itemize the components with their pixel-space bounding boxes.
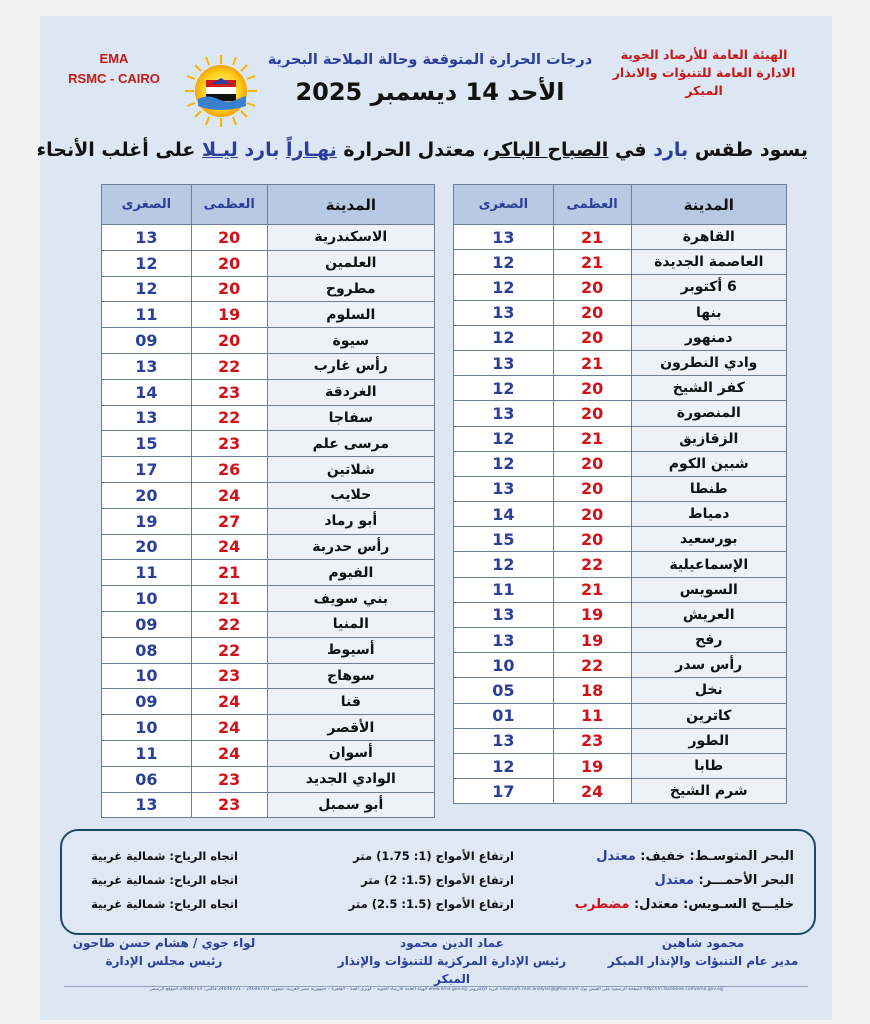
- max-temp-cell: 19: [553, 753, 631, 778]
- table-row: [454, 225, 787, 250]
- city-cell: سيوة: [267, 328, 434, 354]
- min-temp-cell: 20: [102, 482, 192, 508]
- sea-state: مضطرب: [574, 897, 630, 912]
- max-temp-cell: 19: [191, 302, 267, 328]
- table-row: [102, 328, 435, 354]
- org-line-2: الادارة العامة للتنبؤات والانذار المبكر: [612, 65, 796, 98]
- table-row: [102, 792, 435, 818]
- city-cell: العلمين: [267, 250, 434, 276]
- max-temp-cell: 20: [553, 451, 631, 476]
- table-row: [454, 502, 787, 527]
- max-temp-cell: 21: [553, 577, 631, 602]
- wave-height: ارتفاع الأمواج (1.5: 2.5) متر: [348, 897, 514, 911]
- sea-name: خليـــج السـويس:: [683, 897, 794, 912]
- min-temp-cell: 12: [454, 325, 554, 350]
- max-temp-cell: 21: [191, 586, 267, 612]
- city-cell: العريش: [631, 602, 786, 627]
- min-temp-cell: 14: [454, 502, 554, 527]
- city-cell: 6 أكتوبر: [631, 275, 786, 300]
- max-temp-cell: 21: [553, 350, 631, 375]
- max-temp-cell: 24: [191, 740, 267, 766]
- page-subtitle: درجات الحرارة المتوقعة وحالة الملاحة البحرية: [267, 52, 593, 68]
- city-cell: السويس: [631, 577, 786, 602]
- header-max: العظمى: [553, 185, 631, 225]
- header-max: العظمى: [191, 185, 267, 225]
- max-temp-cell: 26: [191, 457, 267, 483]
- min-temp-cell: 06: [102, 766, 192, 792]
- table-row: [454, 250, 787, 275]
- wind-direction: اتجاه الرياح: شمالية غربية: [91, 897, 238, 911]
- table-row: [102, 482, 435, 508]
- table-row: [454, 275, 787, 300]
- headline-cold: بارد: [653, 139, 689, 161]
- max-temp-cell: 22: [191, 353, 267, 379]
- min-temp-cell: 12: [102, 276, 192, 302]
- max-temp-cell: 23: [191, 431, 267, 457]
- min-temp-cell: 13: [454, 728, 554, 753]
- table-row: [102, 225, 435, 251]
- city-cell: رأس سدر: [631, 653, 786, 678]
- sea-name-label: [575, 897, 794, 912]
- min-temp-cell: 13: [454, 350, 554, 375]
- table-row: [454, 376, 787, 401]
- table-row: [454, 350, 787, 375]
- city-cell: بنها: [631, 300, 786, 325]
- min-temp-cell: 11: [102, 560, 192, 586]
- table-row: [102, 457, 435, 483]
- max-temp-cell: 11: [553, 703, 631, 728]
- header-min: الصغرى: [454, 185, 554, 225]
- city-cell: المنيا: [267, 611, 434, 637]
- min-temp-cell: 19: [102, 508, 192, 534]
- cities-table-left: [101, 184, 435, 818]
- min-temp-cell: 05: [454, 678, 554, 703]
- min-temp-cell: 12: [454, 426, 554, 451]
- city-cell: الإسماعيلية: [631, 552, 786, 577]
- table-row: [454, 577, 787, 602]
- table-row: [102, 276, 435, 302]
- header-city: المدينة: [267, 185, 434, 225]
- ema-text: EMA: [99, 51, 129, 66]
- max-temp-cell: 24: [191, 534, 267, 560]
- title-block: [260, 52, 600, 106]
- sea-state: معتدل: [654, 873, 694, 888]
- min-temp-cell: 08: [102, 637, 192, 663]
- min-temp-cell: 15: [102, 431, 192, 457]
- min-temp-cell: 14: [102, 379, 192, 405]
- city-cell: الغردقة: [267, 379, 434, 405]
- city-cell: أسيوط: [267, 637, 434, 663]
- footer-contact: http://m.facebook.com/ema.gov.eg الصفحة الرسمية على الفيس بوك cevsrium.met.analysis@gmail.com البريد الإلكتروني www.ema.gov.eg الهيئة العامة للأرصاد الجوية – كوبري القبة – القاهرة – جمهورية مصر العربية، تليفون: 24646719 – 24646721 فاكس: 24646714 الموقع الرسمي: [64, 986, 808, 995]
- table-row: [102, 431, 435, 457]
- table-row: [454, 703, 787, 728]
- signature-title: رئيس مجلس الإدارة: [105, 954, 223, 968]
- city-cell: أبو رماد: [267, 508, 434, 534]
- headline-part: [279, 139, 286, 161]
- forecast-sheet: [36, 16, 832, 1020]
- sea-row-mediterranean: [62, 849, 814, 871]
- min-temp-cell: 11: [454, 577, 554, 602]
- min-temp-cell: 20: [102, 534, 192, 560]
- max-temp-cell: 24: [191, 482, 267, 508]
- min-temp-cell: 13: [102, 225, 192, 251]
- min-temp-cell: 09: [102, 689, 192, 715]
- table-row: [102, 250, 435, 276]
- max-temp-cell: 20: [191, 225, 267, 251]
- min-temp-cell: 01: [454, 703, 554, 728]
- min-temp-cell: 10: [102, 715, 192, 741]
- headline-cold-2: بارد: [244, 139, 280, 161]
- wind-direction: اتجاه الرياح: شمالية غربية: [91, 873, 238, 887]
- min-temp-cell: 13: [454, 602, 554, 627]
- max-temp-cell: 20: [191, 250, 267, 276]
- min-temp-cell: 17: [454, 779, 554, 804]
- sea-conditions-box: [60, 829, 816, 935]
- city-cell: الزقازيق: [631, 426, 786, 451]
- min-temp-cell: 12: [454, 250, 554, 275]
- signature-name: لواء جوي / هشام حسن طاحون: [72, 936, 256, 950]
- table-row: [102, 663, 435, 689]
- min-temp-cell: 09: [102, 328, 192, 354]
- city-cell: بني سويف: [267, 586, 434, 612]
- min-temp-cell: 13: [454, 300, 554, 325]
- max-temp-cell: 20: [553, 376, 631, 401]
- min-temp-cell: 13: [102, 792, 192, 818]
- min-temp-cell: 13: [454, 401, 554, 426]
- table-row: [454, 426, 787, 451]
- min-temp-cell: 11: [102, 302, 192, 328]
- city-cell: وادي النطرون: [631, 350, 786, 375]
- page-title-date: الأحد 14 ديسمبر 2025: [295, 78, 565, 106]
- max-temp-cell: 23: [191, 792, 267, 818]
- signature-central-admin: [322, 934, 582, 988]
- city-cell: دمياط: [631, 502, 786, 527]
- table-row: [454, 653, 787, 678]
- max-temp-cell: 19: [553, 628, 631, 653]
- min-temp-cell: 12: [454, 451, 554, 476]
- city-cell: كاترين: [631, 703, 786, 728]
- sea-state-label: خفيف:: [635, 849, 690, 864]
- table-row: [454, 300, 787, 325]
- max-temp-cell: 18: [553, 678, 631, 703]
- forecast-headline: [36, 139, 808, 161]
- max-temp-cell: 21: [553, 426, 631, 451]
- min-temp-cell: 13: [454, 628, 554, 653]
- table-row: [454, 401, 787, 426]
- max-temp-cell: 20: [553, 300, 631, 325]
- org-line-1: الهيئة العامة للأرصاد الجوية: [620, 47, 788, 62]
- table-row: [102, 405, 435, 431]
- city-cell: رأس غارب: [267, 353, 434, 379]
- table-row: [454, 678, 787, 703]
- table-row: [454, 451, 787, 476]
- table-header-row: [454, 185, 787, 225]
- sea-name: البحر المتوسـط:: [689, 849, 794, 864]
- city-cell: رفح: [631, 628, 786, 653]
- max-temp-cell: 23: [191, 379, 267, 405]
- sea-name-label: [655, 873, 794, 888]
- organization-name: [594, 46, 814, 100]
- city-cell: المنصورة: [631, 401, 786, 426]
- headline-daytime: نهـاراً: [285, 139, 337, 161]
- max-temp-cell: 24: [191, 689, 267, 715]
- max-temp-cell: 24: [191, 715, 267, 741]
- wave-height: ارتفاع الأمواج (1: 1.75) متر: [353, 849, 514, 863]
- city-cell: السلوم: [267, 302, 434, 328]
- min-temp-cell: 12: [102, 250, 192, 276]
- city-cell: الأقصر: [267, 715, 434, 741]
- city-cell: بورسعيد: [631, 527, 786, 552]
- city-cell: القاهرة: [631, 225, 786, 250]
- table-header-row: [102, 185, 435, 225]
- city-cell: الاسكندرية: [267, 225, 434, 251]
- max-temp-cell: 20: [553, 527, 631, 552]
- min-temp-cell: 10: [454, 653, 554, 678]
- headline-early-morning: الصباح الباكر: [489, 139, 609, 161]
- city-cell: مرسى علم: [267, 431, 434, 457]
- table-row: [102, 379, 435, 405]
- min-temp-cell: 13: [454, 476, 554, 501]
- signature-title: مدير عام التنبؤات والإنذار المبكر: [607, 954, 799, 968]
- table-row: [102, 586, 435, 612]
- cities-table-right: [453, 184, 787, 804]
- max-temp-cell: 20: [191, 328, 267, 354]
- sea-name-label: [596, 849, 794, 864]
- city-cell: شبين الكوم: [631, 451, 786, 476]
- city-cell: أسوان: [267, 740, 434, 766]
- city-cell: الوادي الجديد: [267, 766, 434, 792]
- signature-name: محمود شاهين: [661, 936, 745, 950]
- headline-part: في: [608, 139, 654, 161]
- city-cell: دمنهور: [631, 325, 786, 350]
- signature-name: عماد الدين محمود: [400, 936, 504, 950]
- sea-name: البحر الأحمـــر:: [698, 873, 794, 888]
- table-row: [102, 302, 435, 328]
- table-row: [102, 689, 435, 715]
- min-temp-cell: 12: [454, 376, 554, 401]
- city-cell: شلاتين: [267, 457, 434, 483]
- table-row: [454, 628, 787, 653]
- header-city: المدينة: [631, 185, 786, 225]
- min-temp-cell: 10: [102, 663, 192, 689]
- min-temp-cell: 13: [454, 225, 554, 250]
- headline-night: ليـلا: [201, 139, 238, 161]
- max-temp-cell: 22: [191, 637, 267, 663]
- max-temp-cell: 22: [191, 611, 267, 637]
- table-row: [102, 637, 435, 663]
- table-row: [102, 353, 435, 379]
- max-temp-cell: 20: [553, 502, 631, 527]
- city-cell: شرم الشيخ: [631, 779, 786, 804]
- table-row: [454, 552, 787, 577]
- city-cell: كفر الشيخ: [631, 376, 786, 401]
- min-temp-cell: 09: [102, 611, 192, 637]
- min-temp-cell: 13: [102, 353, 192, 379]
- max-temp-cell: 21: [553, 225, 631, 250]
- max-temp-cell: 22: [191, 405, 267, 431]
- max-temp-cell: 23: [553, 728, 631, 753]
- city-cell: العاصمة الجديدة: [631, 250, 786, 275]
- max-temp-cell: 27: [191, 508, 267, 534]
- table-row: [102, 534, 435, 560]
- max-temp-cell: 20: [553, 275, 631, 300]
- max-temp-cell: 22: [553, 653, 631, 678]
- table-row: [102, 508, 435, 534]
- table-row: [102, 560, 435, 586]
- city-cell: رأس حدربة: [267, 534, 434, 560]
- max-temp-cell: 23: [191, 663, 267, 689]
- headline-part: ، معتدل الحرارة: [336, 139, 490, 161]
- sea-state: معتدل: [596, 849, 636, 864]
- city-cell: حلايب: [267, 482, 434, 508]
- min-temp-cell: 11: [102, 740, 192, 766]
- min-temp-cell: 12: [454, 552, 554, 577]
- ema-label: [64, 49, 164, 89]
- city-cell: نخل: [631, 678, 786, 703]
- signature-director: [588, 934, 818, 970]
- table-row: [454, 325, 787, 350]
- max-temp-cell: 24: [553, 779, 631, 804]
- table-row: [454, 779, 787, 804]
- headline-part: على أغلب الأنحاء: [36, 139, 202, 161]
- min-temp-cell: 15: [454, 527, 554, 552]
- header-min: الصغرى: [102, 185, 192, 225]
- table-row: [454, 728, 787, 753]
- max-temp-cell: 20: [553, 401, 631, 426]
- max-temp-cell: 20: [191, 276, 267, 302]
- table-row: [102, 740, 435, 766]
- min-temp-cell: 13: [102, 405, 192, 431]
- table-row: [102, 766, 435, 792]
- city-cell: الطور: [631, 728, 786, 753]
- wave-height: ارتفاع الأمواج (1.5: 2) متر: [361, 873, 514, 887]
- max-temp-cell: 22: [553, 552, 631, 577]
- city-cell: سوهاج: [267, 663, 434, 689]
- max-temp-cell: 20: [553, 476, 631, 501]
- table-row: [102, 611, 435, 637]
- table-row: [454, 527, 787, 552]
- max-temp-cell: 20: [553, 325, 631, 350]
- max-temp-cell: 21: [191, 560, 267, 586]
- city-cell: طابا: [631, 753, 786, 778]
- headline-part: يسود طقس: [688, 139, 808, 161]
- city-cell: الفيوم: [267, 560, 434, 586]
- min-temp-cell: 12: [454, 753, 554, 778]
- ema-logo-icon: [184, 54, 258, 128]
- max-temp-cell: 23: [191, 766, 267, 792]
- min-temp-cell: 12: [454, 275, 554, 300]
- max-temp-cell: 19: [553, 602, 631, 627]
- sea-row-gulf-of-suez: [62, 897, 814, 919]
- table-row: [454, 753, 787, 778]
- min-temp-cell: 10: [102, 586, 192, 612]
- city-cell: مطروح: [267, 276, 434, 302]
- city-cell: أبو سمبل: [267, 792, 434, 818]
- table-row: [454, 476, 787, 501]
- city-cell: قنا: [267, 689, 434, 715]
- signature-title: رئيس الإدارة المركزية للتنبؤات والإنذار المبكر: [337, 954, 567, 986]
- sea-row-red-sea: [62, 873, 814, 895]
- signature-chairman: [64, 934, 264, 970]
- max-temp-cell: 21: [553, 250, 631, 275]
- table-row: [102, 715, 435, 741]
- wind-direction: اتجاه الرياح: شمالية غربية: [91, 849, 238, 863]
- city-cell: سفاجا: [267, 405, 434, 431]
- min-temp-cell: 17: [102, 457, 192, 483]
- city-cell: طنطا: [631, 476, 786, 501]
- rsmc-text: RSMC - CAIRO: [68, 71, 160, 86]
- sea-state-label: معتدل:: [629, 897, 684, 912]
- table-row: [454, 602, 787, 627]
